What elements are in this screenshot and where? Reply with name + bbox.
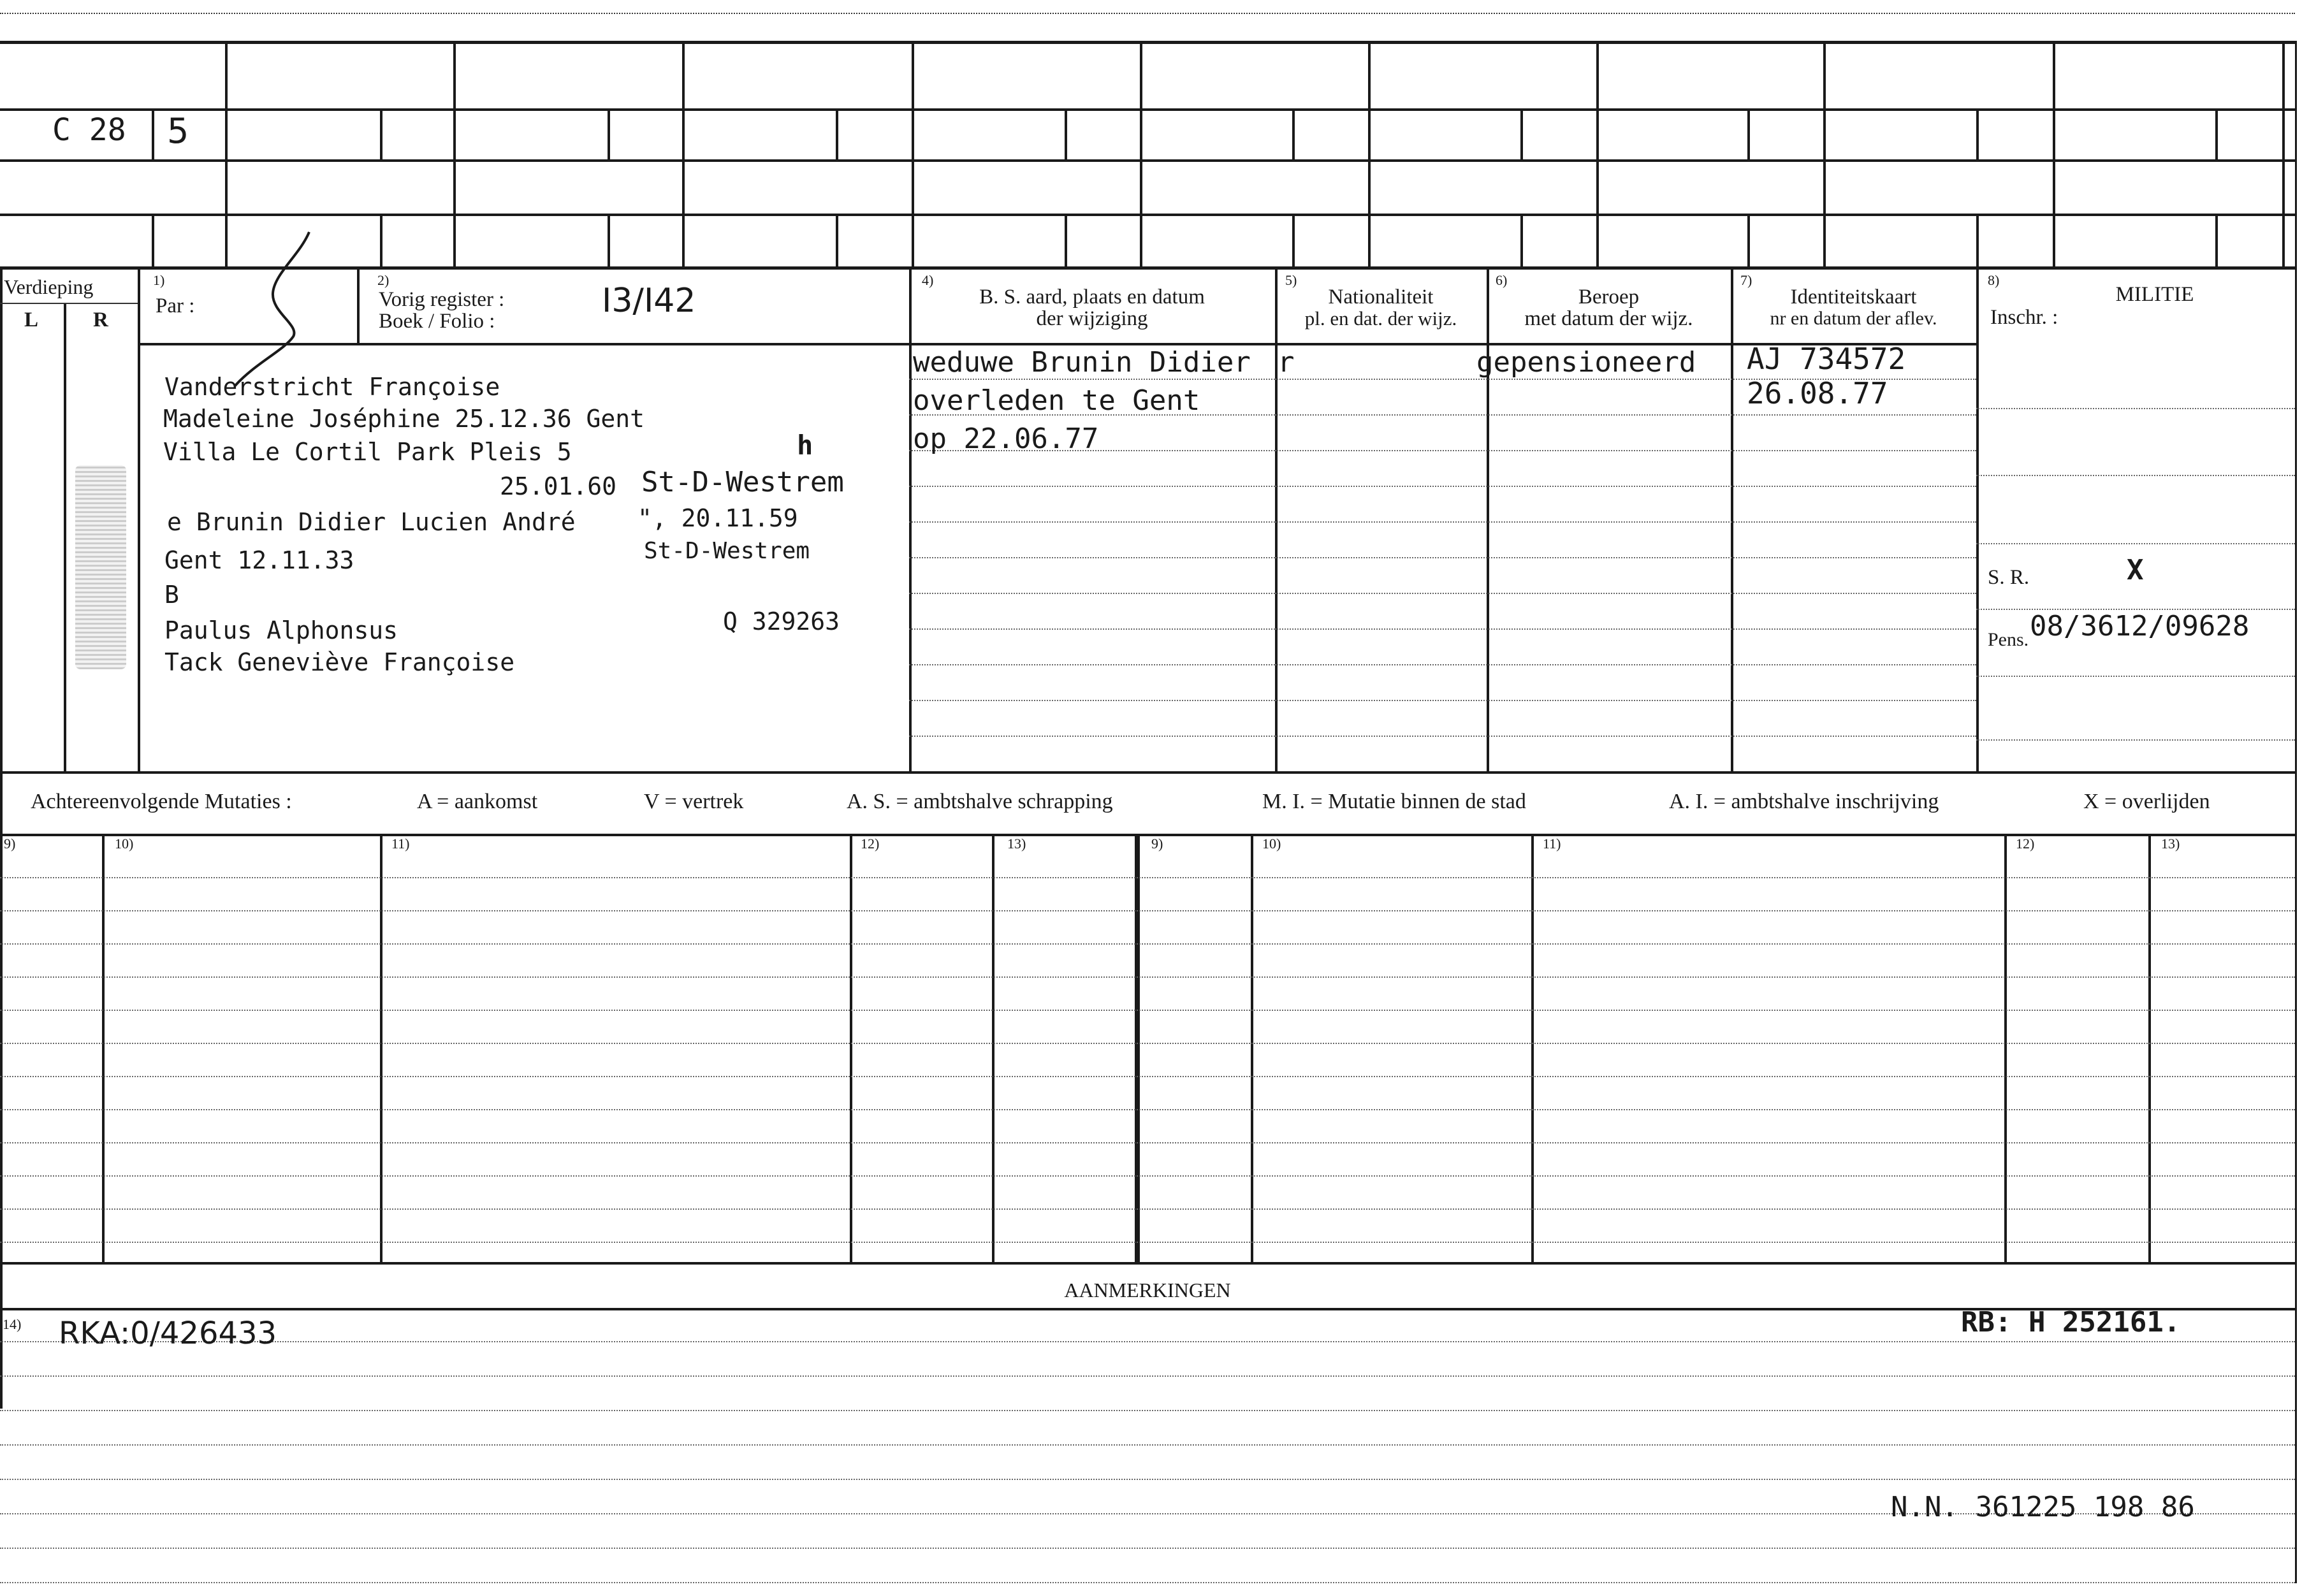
stamp-smudge: [75, 465, 126, 669]
mut-col-10b: 10): [1262, 836, 1281, 852]
floor-left-label: L: [24, 308, 39, 331]
id-card-date: 26.08.77: [1747, 376, 1888, 410]
beroep-value: gepensioneerd: [1476, 346, 1696, 379]
militie-number: 8): [1988, 272, 2000, 288]
mut-col-9a: 9): [4, 836, 16, 852]
legend-overlijden: X = overlijden: [2083, 790, 2210, 813]
legend-aankomst: A = aankomst: [417, 790, 538, 813]
bs-entry-1: weduwe Brunin Didier: [913, 346, 1251, 379]
vorig-number: 2): [377, 272, 390, 288]
father-name: Paulus Alphonsus: [164, 616, 398, 644]
mut-col-11b: 11): [1543, 836, 1561, 852]
bs-entry-3: op 22.06.77: [913, 423, 1099, 455]
card-code: C 28: [52, 112, 126, 148]
mother-name: Tack Geneviève Françoise: [164, 648, 515, 676]
person-firstnames-birth: Madeleine Joséphine 25.12.36 Gent: [163, 405, 645, 433]
legend-schrapping: A. S. = ambtshalve schrapping: [847, 790, 1113, 813]
mut-col-10a: 10): [115, 836, 134, 852]
par-label: Par :: [156, 294, 195, 317]
bs-number: 4): [922, 272, 934, 288]
beroep-header-line1: Beroep: [1578, 286, 1640, 308]
par-handwritten-mark: [229, 229, 319, 395]
mut-col-11a: 11): [391, 836, 410, 852]
spouse-place: St-D-Westrem: [644, 538, 810, 564]
pens-label: Pens.: [1988, 629, 2029, 650]
id-card-number: AJ 734572: [1747, 342, 1906, 376]
boek-folio-label: Boek / Folio :: [379, 310, 495, 333]
pens-value: 08/3612/09628: [2030, 610, 2250, 642]
remarks-nn: N.N. 361225 198 86: [1891, 1491, 2195, 1523]
person-address: Villa Le Cortil Park Pleis 5: [163, 438, 572, 466]
mut-col-13a: 13): [1007, 836, 1026, 852]
legend-title: Achtereenvolgende Mutaties :: [31, 790, 292, 813]
person-letter-b: B: [164, 581, 179, 609]
remarks-rka: RKA:0/426433: [59, 1316, 277, 1351]
spouse-name: e Brunin Didier Lucien André: [167, 508, 576, 536]
bs-header-line2: der wijziging: [1036, 307, 1148, 330]
remarks-rb: RB: H 252161.: [1961, 1306, 2181, 1338]
id-header-line2: nr en datum der aflev.: [1770, 308, 1937, 329]
spouse-birth: Gent 12.11.33: [164, 546, 354, 574]
sr-label: S. R.: [1988, 566, 2030, 589]
bs-entry-2: overleden te Gent: [913, 384, 1200, 417]
floor-right-label: R: [93, 308, 108, 331]
nat-header-line1: Nationaliteit: [1328, 286, 1434, 308]
verdieping-label: Verdieping: [4, 275, 94, 298]
mut-col-12b: 12): [2016, 836, 2035, 852]
militie-header: MILITIE: [2115, 283, 2194, 306]
beroep-number: 6): [1496, 272, 1508, 288]
bs-header-line1: B. S. aard, plaats en datum: [979, 286, 1205, 308]
legend-inschrijving: A. I. = ambtshalve inschrijving: [1669, 790, 1939, 813]
card-code-number: 5: [167, 111, 189, 151]
vorig-register-value: I3/I42: [602, 282, 696, 320]
par-number: 1): [153, 272, 165, 288]
mut-col-9b: 9): [1151, 836, 1163, 852]
person-address-place: St-D-Westrem: [641, 466, 844, 498]
legend-vertrek: V = vertrek: [644, 790, 744, 813]
nat-number: 5): [1285, 272, 1297, 288]
inschr-label: Inschr. :: [1990, 306, 2058, 329]
legend-mutatie: M. I. = Mutatie binnen de stad: [1262, 790, 1526, 813]
mut-col-12a: 12): [861, 836, 880, 852]
bs-entry-1-r: r: [1278, 346, 1295, 379]
sr-value: X: [2127, 554, 2144, 586]
id-header-line1: Identiteitskaart: [1790, 286, 1917, 308]
remarks-number: 14): [3, 1316, 22, 1332]
vorig-register-label: Vorig register :: [379, 288, 505, 311]
mut-col-13b: 13): [2161, 836, 2180, 852]
id-number: 7): [1740, 272, 1752, 288]
person-name: Vanderstricht Françoise: [164, 373, 500, 401]
spouse-date: ", 20.11.59: [637, 504, 798, 532]
nat-header-line2: pl. en dat. der wijz.: [1304, 307, 1457, 330]
beroep-header-line2: met datum der wijz.: [1524, 307, 1693, 330]
remarks-title: AANMERKINGEN: [1064, 1279, 1231, 1302]
person-address-date: 25.01.60: [500, 472, 617, 500]
father-q-number: Q 329263: [723, 607, 840, 635]
person-address-h: h: [797, 430, 813, 461]
